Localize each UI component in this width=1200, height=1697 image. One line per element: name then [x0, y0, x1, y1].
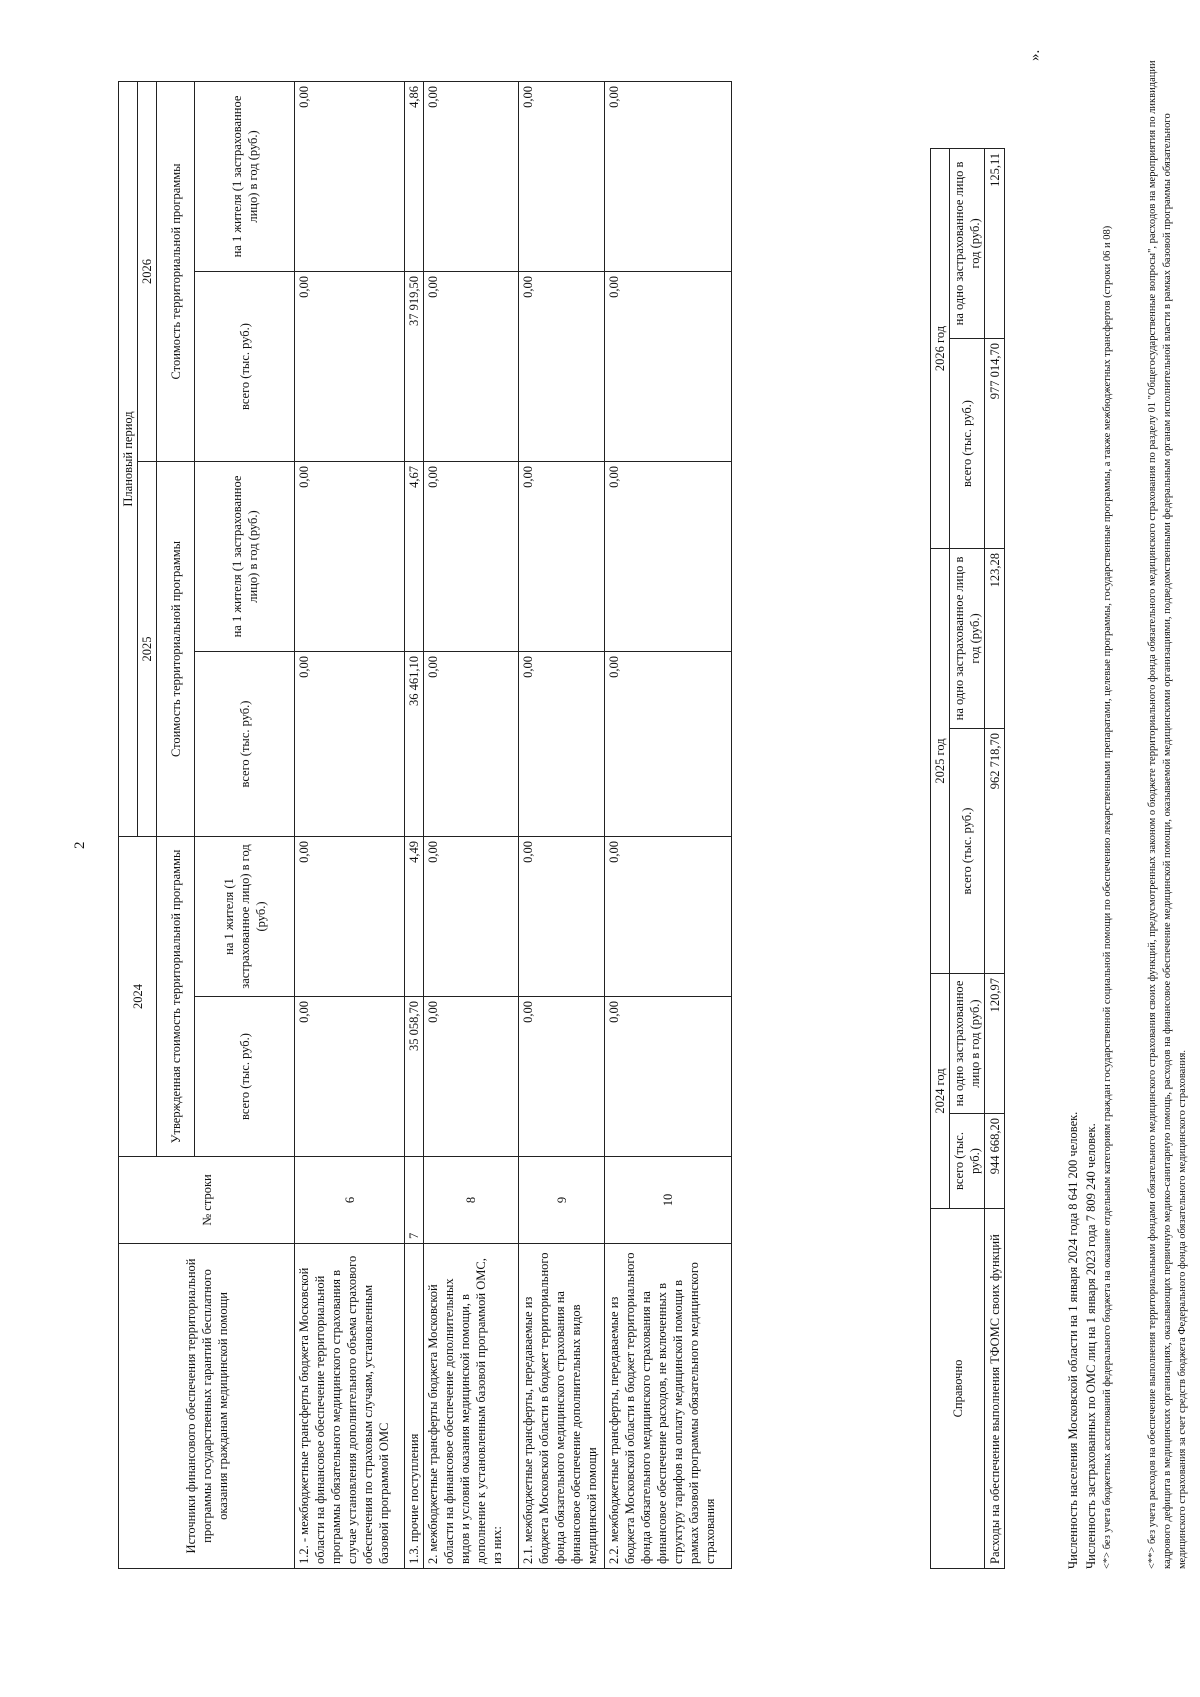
financing-sources-table	[118, 81, 732, 1569]
header-approved-cost: Утвержденная стоимость территориальной программы	[157, 837, 195, 1157]
cell-2026-total: 0,00	[605, 272, 732, 462]
reference-total-2026-header: всего (тыс. руб.)	[950, 338, 985, 548]
reference-per-2026-header: на одно застрахованное лицо в год (руб.)	[950, 148, 985, 338]
cell-2026-per: 4,86	[405, 81, 424, 271]
reference-table	[930, 148, 1005, 1569]
reference-per-2024-header: на одно застрахованное лицо в год (руб.)	[950, 973, 985, 1113]
cell-2025-total: 0,00	[295, 652, 405, 837]
cell-2024-total: 0,00	[519, 997, 605, 1157]
header-total-2024: всего (тыс. руб.)	[195, 997, 295, 1157]
reference-row-label: Расходы на обеспечение выполнения ТФОМС своих функций	[985, 1209, 1005, 1569]
cell-2024-total: 35 058,70	[405, 997, 424, 1157]
header-per-resident-2025: на 1 жителя (1 застрахованное лицо) в год (руб.)	[195, 462, 295, 652]
cell-2025-per: 0,00	[605, 462, 732, 652]
header-sources: Источники финансового обеспечения территориальной программы государственных гарантий бесплатного оказания гражданам медицинской помощи	[119, 1244, 295, 1569]
footnote-2: <**> без учета расходов на обеспечение выполнения территориальными фондами обязательного медицинского страхования своих функций, предусмотренных законом о бюджете территориального фонда обязательного медицинского страхования по разделу 01 "Общегосударственные вопросы", расходов на мероприятия по ликвидации кадрового дефицита в медицинских организациях, оказывающих первичную медико-санитарную помощь, расходов на финансовое обеспечение медицинской помощи, оказываемой медицинскими организациями, подведомственными федеральным органам исполнительной власти в рамках базовой программы обязательного медицинского страхования за счет средств бюджета Федерального фонда обязательного медицинского страхования.	[1147, 60, 1189, 1569]
header-year-2026: 2026	[138, 81, 157, 461]
header-per-resident-2024: на 1 жителя (1 застрахованное лицо) в год (руб.)	[195, 837, 295, 997]
row-source: 1.3. прочие поступления	[405, 1244, 424, 1569]
reference-total-2024-header: всего (тыс. руб.)	[950, 1114, 985, 1209]
header-total-2026: всего (тыс. руб.)	[195, 272, 295, 462]
cell-2026-per: 0,00	[605, 81, 732, 271]
cell-2025-total: 0,00	[605, 652, 732, 837]
header-cost-2025: Стоимость территориальной программы	[157, 462, 195, 837]
reference-year-2026: 2026 год	[931, 148, 950, 548]
cell-2025-total: 0,00	[424, 652, 519, 837]
cell-2025-total: 36 461,10	[405, 652, 424, 837]
reference-total-2026: 977 014,70	[985, 338, 1005, 548]
reference-label-header: Справочно	[931, 1209, 985, 1569]
cell-2025-per: 0,00	[424, 462, 519, 652]
header-row-no: № строки	[119, 1157, 295, 1244]
cell-2026-total: 0,00	[519, 272, 605, 462]
row-source: 1.2. - межбюджетные трансферты бюджета Московской области на финансовое обеспечение территориальной программы обязательного медицинского страхования в случае установления дополнительного объема страхового обеспечения по страховым случаям, установленным базовой программой ОМС	[295, 1244, 405, 1569]
reference-per-2025: 123,28	[985, 548, 1005, 728]
cell-2026-total: 0,00	[424, 272, 519, 462]
reference-per-2026: 125,11	[985, 148, 1005, 338]
reference-year-2024: 2024 год	[931, 973, 950, 1208]
row-number: 10	[605, 1157, 732, 1244]
table-row	[424, 81, 519, 1568]
header-total-2025: всего (тыс. руб.)	[195, 652, 295, 837]
cell-2026-per: 0,00	[424, 81, 519, 271]
cell-2026-per: 0,00	[519, 81, 605, 271]
row-number: 8	[424, 1157, 519, 1244]
cell-2025-per: 4,67	[405, 462, 424, 652]
closing-mark: ».	[1027, 49, 1043, 61]
reference-year-2025: 2025 год	[931, 548, 950, 973]
cell-2024-per: 0,00	[519, 837, 605, 997]
reference-per-2024: 120,97	[985, 973, 1005, 1113]
row-number: 7	[405, 1157, 424, 1244]
header-year-2024: 2024	[119, 837, 157, 1157]
cell-2024-total: 0,00	[605, 997, 732, 1157]
table-row	[405, 81, 424, 1568]
row-number: 9	[519, 1157, 605, 1244]
row-source: 2.1. межбюджетные трансферты, передаваемые из бюджета Московской области в бюджет территориального фонда обязательного медицинского страхования на финансовое обеспечение дополнительных видов медицинской помощи	[519, 1244, 605, 1569]
reference-total-2025: 962 718,70	[985, 728, 1005, 973]
footnote-1: <*> без учета бюджетных ассигнований федерального бюджета на оказание отдельным категориям граждан государственной социальной помощи по обеспечению лекарственными препаратами, целевые программы, государственные программы, а также межбюджетных трансфертов (строки 06 и 08)	[1102, 225, 1113, 1569]
cell-2025-per: 0,00	[295, 462, 405, 652]
page-number: 2	[72, 841, 88, 849]
header-cost-2026: Стоимость территориальной программы	[157, 81, 195, 461]
reference-per-2025-header: на одно застрахованное лицо в год (руб.)	[950, 548, 985, 728]
table-row	[519, 81, 605, 1568]
header-year-2025: 2025	[138, 462, 157, 837]
cell-2024-per: 4,49	[405, 837, 424, 997]
population-note: Численность населения Московской области на 1 января 2024 года 8 641 200 человек.	[1066, 1111, 1080, 1569]
cell-2026-per: 0,00	[295, 81, 405, 271]
cell-2026-total: 0,00	[295, 272, 405, 462]
row-number: 6	[295, 1157, 405, 1244]
table-row	[605, 81, 732, 1568]
cell-2024-per: 0,00	[295, 837, 405, 997]
row-source: 2.2. межбюджетные трансферты, передаваемые из бюджета Московской области в бюджет территориального фонда обязательного медицинского страхования на финансовое обеспечение расходов, не включенных в структуру тарифов на оплату медицинской помощи в рамках базовой программы обязательного медицинского страхования	[605, 1244, 732, 1569]
insured-note: Численность застрахованных по ОМС лиц на 1 января 2023 года 7 809 240 человек.	[1083, 1123, 1098, 1569]
cell-2024-per: 0,00	[605, 837, 732, 997]
header-per-resident-2026: на 1 жителя (1 застрахованное лицо) в год (руб.)	[195, 81, 295, 271]
table-row	[295, 81, 405, 1568]
cell-2024-per: 0,00	[424, 837, 519, 997]
header-planned-period: Плановый период	[119, 81, 138, 836]
reference-total-2024: 944 668,20	[985, 1114, 1005, 1209]
cell-2024-total: 0,00	[424, 997, 519, 1157]
cell-2025-total: 0,00	[519, 652, 605, 837]
cell-2026-total: 37 919,50	[405, 272, 424, 462]
cell-2024-total: 0,00	[295, 997, 405, 1157]
cell-2025-per: 0,00	[519, 462, 605, 652]
table-row	[985, 148, 1005, 1568]
population-notes	[1065, 129, 1100, 1569]
row-source: 2. межбюджетные трансферты бюджета Московской области на финансовое обеспечение дополнительных видов и условий оказания медицинской помощи, в дополнение к установленным базовой программой ОМС, из них:	[424, 1244, 519, 1569]
reference-total-2025-header: всего (тыс. руб.)	[950, 728, 985, 973]
